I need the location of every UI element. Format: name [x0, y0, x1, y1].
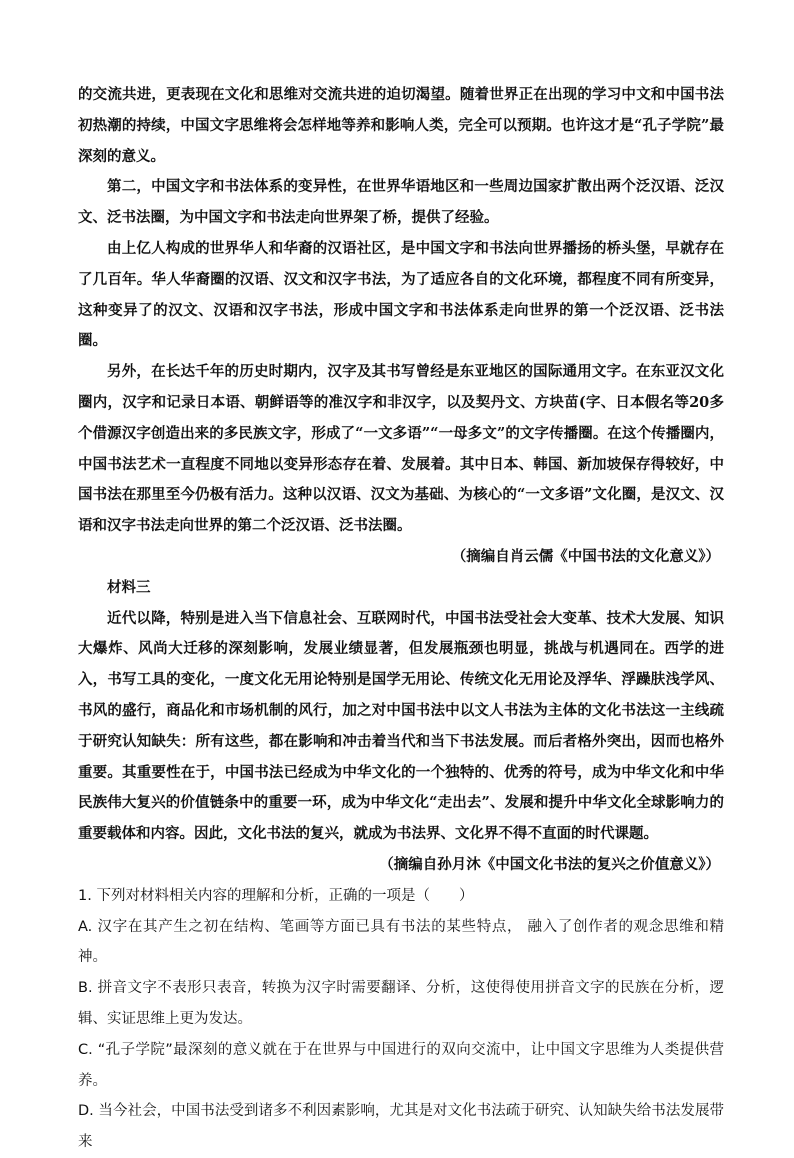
question-stem: 1. 下列对材料相关内容的理解和分析，正确的一项是（ ） [78, 887, 474, 904]
citation-material-two: （摘编自肖云儒《中国书法的文化意义》） [451, 547, 720, 565]
material-three-label: 材料三 [107, 578, 151, 596]
citation-material-three: （摘编自孙月沐《中国文化书法的复兴之价值意义》） [379, 855, 720, 873]
question-option-c: C. “孔子学院”最深刻的意义就在于在世界与中国进行的双向交流中，让中国文字思维为人类提供营养。 [78, 1041, 724, 1089]
question-option-a: A. 汉字在其产生之初在结构、笔画等方面已具有书法的某些特点， 融入了创作者的观念思维和精神。 [78, 918, 724, 966]
paragraph-continuation: 的交流共进，更表现在文化和思维对交流共进的迫切渴望。随着世界正在出现的学习中文和中国书法初热潮的持续，中国文字思维将会怎样地等养和影响人类，完全可以预期。也许这才是“孔子学院”最深刻的意义。 [78, 86, 724, 165]
question-option-b: B. 拼音文字不表形只表音，转换为汉字时需要翻译、分析，这使得使用拼音文字的民族在分析，逻辑、实证思维上更为发达。 [78, 980, 724, 1027]
paragraph-modern-calligraphy: 近代以降，特别是进入当下信息社会、互联网时代，中国书法受社会大变革、技术大发展、知识大爆炸、风尚大迁移的深刻影响，发展业绩显著，但发展瓶颈也明显，挑战与机遇同在。西学的进入，书写工具的变化，一度文化无用论特别是国学无用论、传统文化无用论及浮华、浮躁肤浅学风、书风的盛行，商品化和市场机制的风行，加之对中国书法中以文人书法为主体的文化书法这一主线疏于研究认知缺失：所有这些，都在影响和冲击着当代和当下书法发展。而后者格外突出，因而也格外重要。其重要性在于，中国书法已经成为中华文化的一个独特的、优秀的符号，成为中华文化和中华民族伟大复兴的价值链条中的重要一环，成为中华文化“走出去”、发展和提升中华文化全球影响力的重要载体和内容。因此，文化书法的复兴，就成为书法界、文化界不得不直面的时代课题。 [78, 609, 724, 843]
paragraph-second-point: 第二，中国文字和书法体系的变异性，在世界华语地区和一些周边国家扩散出两个泛汉语、泛汉文、泛书法圈，为中国文字和书法走向世界架了桥，提供了经验。 [78, 178, 724, 227]
question-option-d: D. 当今社会，中国书法受到诸多不利因素影响，尤其是对文化书法疏于研究、认知缺失给书法发展带来 [78, 1103, 724, 1151]
paragraph-east-asia-circle: 另外，在长达千年的历史时期内，汉字及其书写曾经是东亚地区的国际通用文字。在东亚汉文化圈内，汉字和记录日本语、朝鲜语等的准汉字和非汉字，以及契丹文、方块苗(字、日本假名等20多个借源汉字创造出来的多民族文字，形成了“一文多语”“一母多文”的文字传播圈。在这个传播圈内，中国书法艺术一直程度不同地以变异形态存在着、发展着。其中日本、韩国、新加坡保存得较好，中国书法在那里至今仍极有活力。这种以汉语、汉文为基础、为核心的“一文多语”文化圈，是汉文、汉语和汉字书法走向世界的第二个泛汉语、泛书法圈。 [78, 363, 724, 535]
paragraph-chinese-community: 由上亿人构成的世界华人和华裔的汉语社区，是中国文字和书法向世界播扬的桥头堡，早就存在了几百年。华人华裔圈的汉语、汉文和汉字书法，为了适应各自的文化环境，都程度不同有所变异，这种变异了的汉文、汉语和汉字书法，形成中国文字和书法体系走向世界的第一个泛汉语、泛书法圈。 [78, 239, 724, 350]
document-page [78, 80, 724, 1158]
